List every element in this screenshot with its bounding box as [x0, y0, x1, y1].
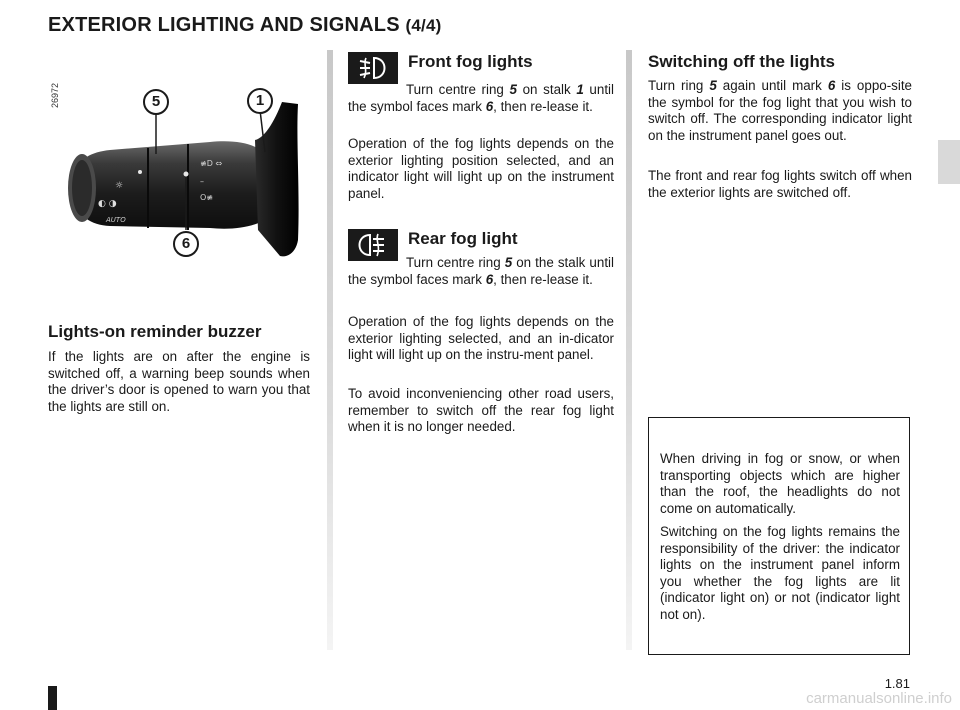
rear-fog-heading: Rear fog light	[408, 229, 518, 248]
front-fog-p2: Operation of the fog lights depends on the exterior lighting position selected, and an indicator light will light up on the instrument panel.	[348, 136, 614, 201]
note-p2: Switching on the fog lights remains the responsibility of the driver: the indicator lights on the instrument panel inform you whether the fog lights are lit (indicator light on) or not (indicator light not on).	[660, 524, 900, 622]
watermark: carmanualsonline.info	[806, 690, 952, 707]
switching-off-p1: Turn ring 5 again until mark 6 is oppo-site the symbol for the fog light that you wish to switch off. The corresponding indicator light on the instrument panel goes out.	[648, 78, 913, 143]
callout-6: 6	[173, 231, 199, 257]
front-fog-p1: Turn centre ring 5 on stalk 1 until the symbol faces mark 6, then re-lease it.	[348, 82, 614, 114]
rear-fog-p1: Turn centre ring 5 on the stalk until the symbol faces mark 6, then re-lease it.	[348, 255, 614, 287]
switching-off-heading: Switching off the lights	[648, 52, 835, 71]
page-title-suffix: (4/4)	[405, 16, 442, 35]
warning-note-box	[648, 417, 910, 655]
page-number: 1.81	[884, 676, 910, 691]
column-divider-left	[327, 50, 333, 650]
callout-5: 5	[143, 89, 169, 115]
column-divider-right	[626, 50, 632, 650]
stalk-auto-label: AUTO	[106, 216, 126, 224]
svg-text:–: –	[200, 177, 204, 186]
note-p1: When driving in fog or snow, or when transporting objects which are higher than the roof, the headlights do not come on automatically.	[660, 451, 900, 516]
svg-text:≢D ⇔: ≢D ⇔	[200, 159, 223, 168]
rear-fog-p3: To avoid inconveniencing other road users, remember to switch off the rear fog light when it is no longer needed.	[348, 386, 614, 434]
front-fog-heading: Front fog lights	[408, 52, 533, 71]
figure-code: 26972	[50, 82, 60, 108]
callout-1: 1	[247, 88, 273, 114]
section-tab	[938, 140, 960, 184]
front-fog-light-icon	[348, 52, 398, 84]
corner-mark	[48, 686, 57, 710]
svg-text:◐ ◑: ◐ ◑	[98, 199, 117, 209]
switching-off-p2: The front and rear fog lights switch off when the exterior lights are switched off.	[648, 168, 912, 200]
reminder-buzzer-heading: Lights-on reminder buzzer	[48, 322, 262, 341]
svg-text:O≢: O≢	[200, 193, 213, 202]
rear-fog-p2: Operation of the fog lights depends on the exterior lighting selected, and an in-dicator light will light up on the instru-ment panel.	[348, 314, 614, 362]
reminder-buzzer-text: If the lights are on after the engine is switched off, a warning beep sounds when the driver’s door is opened to warn you that the lights are still on.	[48, 349, 310, 414]
page-title	[48, 14, 441, 37]
svg-text:☼: ☼	[115, 181, 124, 191]
page-title-text: EXTERIOR LIGHTING AND SIGNALS	[48, 14, 400, 36]
